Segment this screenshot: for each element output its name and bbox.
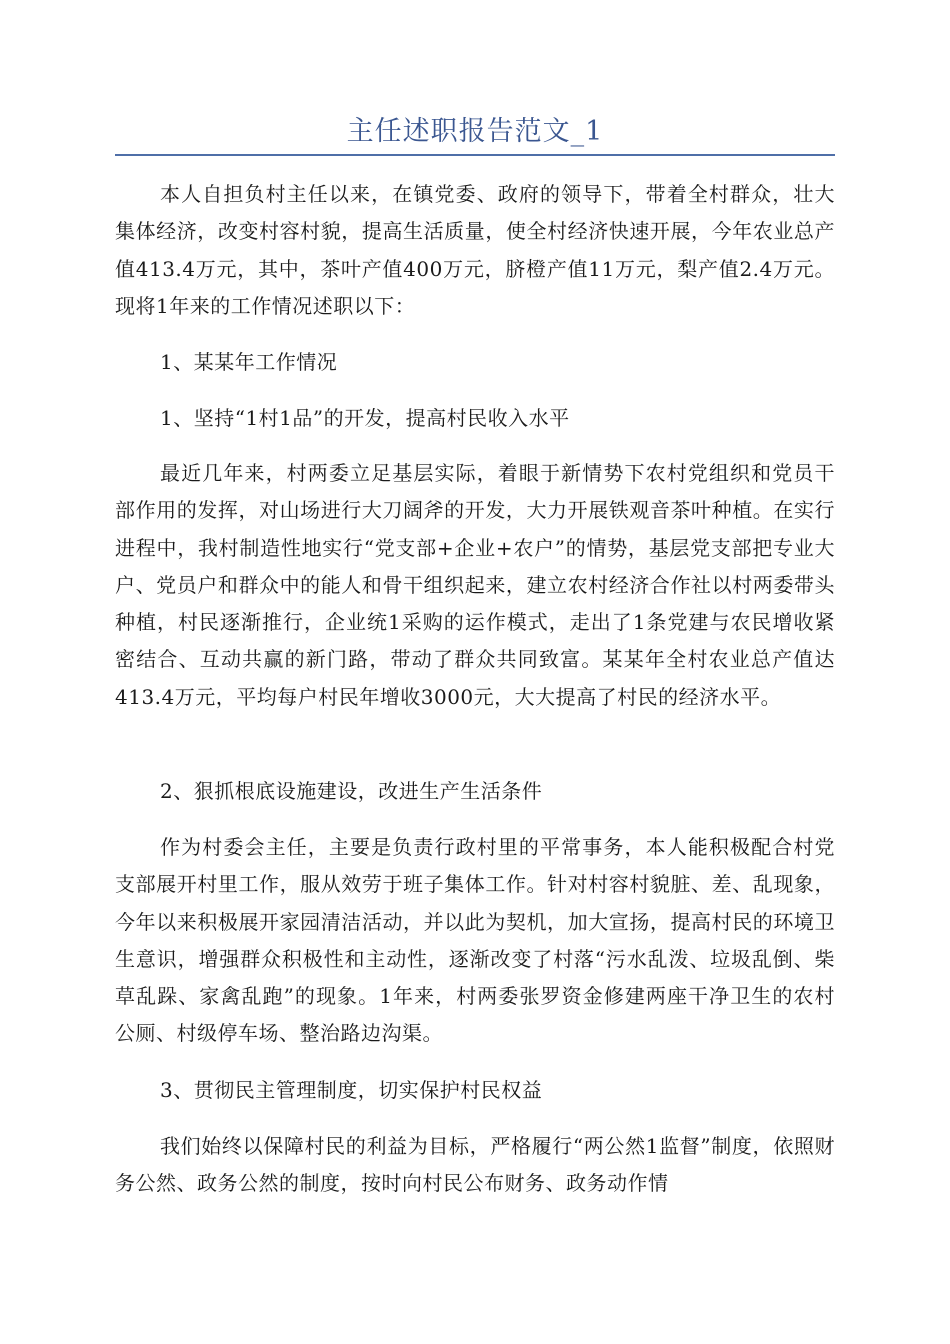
paragraph-intro: 本人自担负村主任以来，在镇党委、政府的领导下，带着全村群众，壮大集体经济，改变村容村貌，提高生活质量，使全村经济快速开展，今年农业总产值413.4万元，其中，茶叶产值400万元，脐橙产值11万元，梨产值2.4万元。现将1年来的工作情况述职以下： — [115, 182, 835, 318]
subheading-one-village-one-product: 1、坚持“1村1品”的开发，提高村民收入水平 — [160, 406, 570, 430]
section-heading-work-status: 1、某某年工作情况 — [160, 350, 338, 374]
paragraph-tea-development: 最近几年来，村两委立足基层实际，着眼于新情势下农村党组织和党员干部作用的发挥，对山场进行大刀阔斧的开发，大力开展铁观音茶叶种植。在实行进程中，我村制造性地实行“党支部+企业+农户”的情势，基层党支部把专业大户、党员户和群众中的能人和骨干组织起来，建立农村经济合作社以村两委带头种植，村民逐渐推行，企业统1采购的运作模式，走出了1条党建与农民增收紧密结合、互动共赢的新门路，带动了群众共同致富。某某年全村农业总产值达413.4万元，平均每户村民年增收3000元，大大提高了村民的经济水平。 — [115, 461, 835, 709]
title-underline — [115, 154, 835, 156]
paragraph-transparency: 我们始终以保障村民的利益为目标，严格履行“两公然1监督”制度，依照财务公然、政务公然的制度，按时向村民公布财务、政务动作情 — [115, 1134, 835, 1196]
subheading-democratic-management: 3、贯彻民主管理制度，切实保护村民权益 — [160, 1078, 543, 1102]
document-title: 主任述职报告范文_1 — [346, 116, 604, 147]
subheading-infrastructure: 2、狠抓根底设施建设，改进生产生活条件 — [160, 779, 543, 803]
paragraph-village-affairs: 作为村委会主任，主要是负责行政村里的平常事务，本人能积极配合村党支部展开村里工作，服从效劳于班子集体工作。针对村容村貌脏、差、乱现象，今年以来积极展开家园清洁活动，并以此为契机，加大宣扬，提高村民的环境卫生意识，增强群众积极性和主动性，逐渐改变了村落“污水乱泼、垃圾乱倒、柴草乱跺、家禽乱跑”的现象。1年来，村两委张罗资金修建两座干净卫生的农村公厕、村级停车场、整治路边沟渠。 — [115, 835, 835, 1046]
